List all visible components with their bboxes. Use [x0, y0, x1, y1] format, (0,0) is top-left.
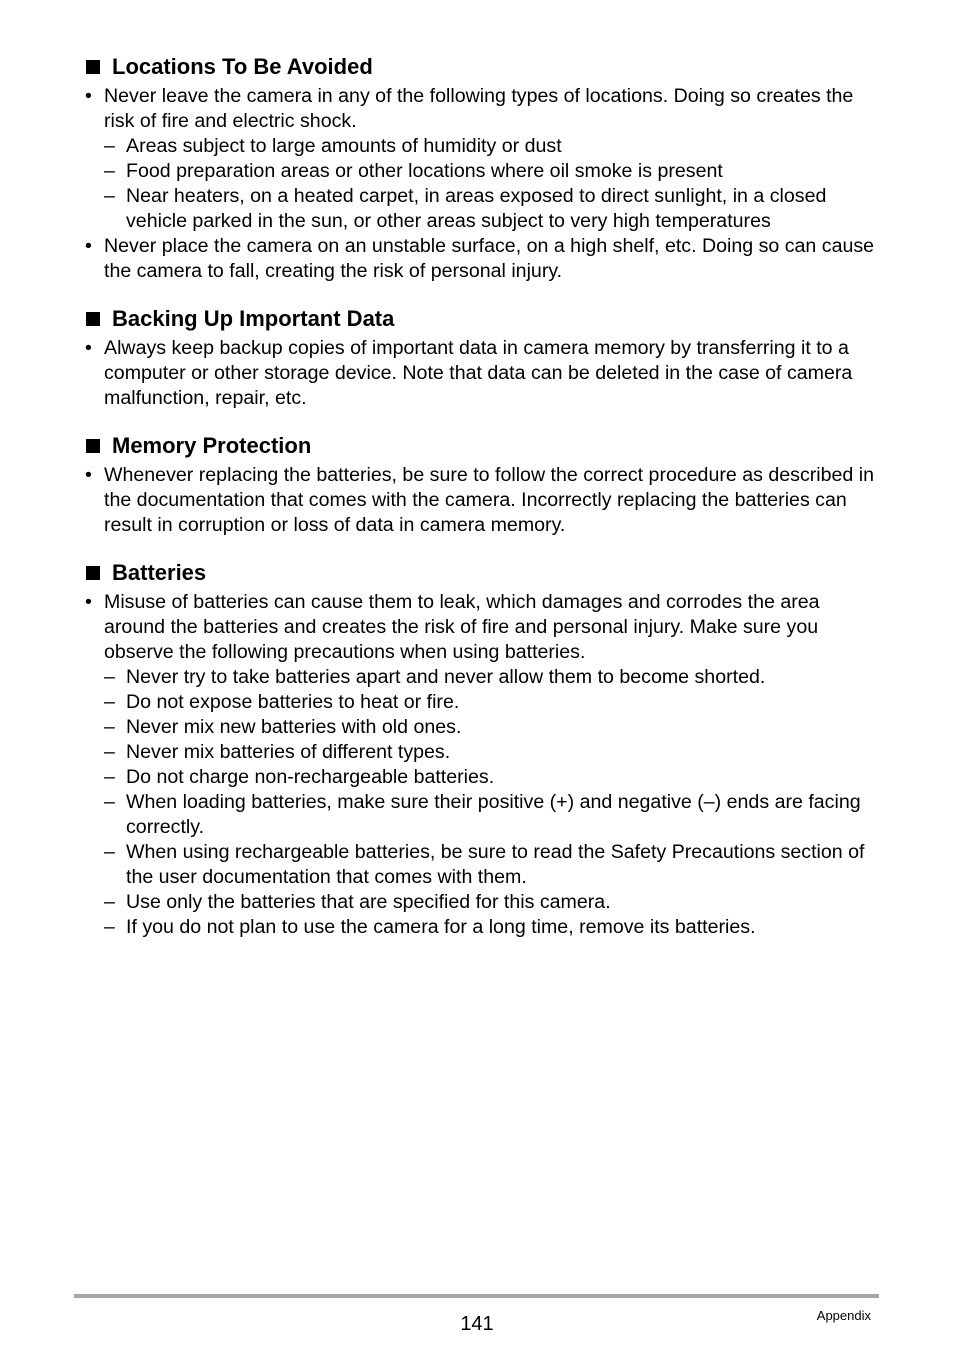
sub-list-item — [104, 915, 884, 940]
bullet-dot-icon: • — [85, 235, 92, 257]
sub-list-item — [104, 184, 884, 234]
page-number: 141 — [460, 1313, 494, 1335]
section-backing-up-important-data — [84, 305, 884, 411]
bullet-dot-icon: • — [85, 85, 92, 107]
sub-list-item — [104, 890, 884, 915]
square-bullet-icon — [86, 439, 100, 453]
square-bullet-icon — [86, 566, 100, 580]
dash-icon: – — [104, 185, 115, 207]
sub-list — [104, 665, 884, 940]
square-bullet-icon — [86, 312, 100, 326]
bullet-text: Misuse of batteries can cause them to leak, which damages and corrodes the area around the batteries and creates the risk of fire and personal injury. Make sure you observe the following precautions when using batteries. — [104, 591, 820, 663]
dash-icon: – — [104, 666, 115, 688]
bullet-text: Never leave the camera in any of the following types of locations. Doing so creates the risk of fire and electric shock. — [104, 85, 854, 132]
sub-item-text: Never mix batteries of different types. — [126, 741, 451, 763]
section-memory-protection — [84, 432, 884, 538]
sub-item-text: Never mix new batteries with old ones. — [126, 716, 462, 738]
section-title: Memory Protection — [112, 433, 312, 458]
dash-icon: – — [104, 160, 115, 182]
list-item — [84, 590, 884, 940]
section-heading — [84, 432, 884, 460]
bullet-dot-icon: • — [85, 591, 92, 613]
section-heading — [84, 305, 884, 333]
section-heading — [84, 53, 884, 81]
footer-section-name: Appendix — [816, 1308, 871, 1323]
document-body — [84, 53, 884, 961]
sub-list-item — [104, 665, 884, 690]
dash-icon: – — [104, 791, 115, 813]
sub-list — [104, 134, 884, 234]
sub-list-item — [104, 159, 884, 184]
section-batteries — [84, 559, 884, 940]
dash-icon: – — [104, 135, 115, 157]
bullet-dot-icon: • — [85, 337, 92, 359]
section-heading — [84, 559, 884, 587]
sub-item-text: Food preparation areas or other locations where oil smoke is present — [126, 160, 723, 182]
sub-item-text: If you do not plan to use the camera for a long time, remove its batteries. — [126, 916, 756, 938]
section-title: Batteries — [112, 560, 207, 585]
bullet-text: Whenever replacing the batteries, be sure to follow the correct procedure as described in the documentation that comes with the camera. Incorrectly replacing the batteries can result in corruption or loss of data in camera memory. — [104, 464, 875, 536]
list-item — [84, 336, 884, 411]
dash-icon: – — [104, 916, 115, 938]
sub-item-text: When loading batteries, make sure their positive (+) and negative (–) ends are facing correctly. — [126, 791, 861, 838]
sub-list-item — [104, 690, 884, 715]
section-title: Backing Up Important Data — [112, 306, 395, 331]
sub-list-item — [104, 840, 884, 890]
dash-icon: – — [104, 841, 115, 863]
sub-item-text: When using rechargeable batteries, be sure to read the Safety Precautions section of the user documentation that comes with them. — [126, 841, 865, 888]
dash-icon: – — [104, 891, 115, 913]
sub-list-item — [104, 740, 884, 765]
bullet-list — [84, 590, 884, 940]
bullet-text: Always keep backup copies of important data in camera memory by transferring it to a computer or other storage device. Note that data can be deleted in the case of camera malfunction, repair, etc. — [104, 337, 853, 409]
section-title: Locations To Be Avoided — [112, 54, 373, 79]
list-item — [84, 234, 884, 284]
footer-divider — [74, 1294, 879, 1298]
dash-icon: – — [104, 691, 115, 713]
dash-icon: – — [104, 766, 115, 788]
sub-item-text: Do not charge non-rechargeable batteries. — [126, 766, 495, 788]
bullet-dot-icon: • — [85, 464, 92, 486]
sub-list-item — [104, 790, 884, 840]
dash-icon: – — [104, 716, 115, 738]
sub-list-item — [104, 765, 884, 790]
sub-item-text: Use only the batteries that are specified for this camera. — [126, 891, 611, 913]
sub-list-item — [104, 715, 884, 740]
list-item — [84, 84, 884, 234]
bullet-list — [84, 463, 884, 538]
sub-list-item — [104, 134, 884, 159]
dash-icon: – — [104, 741, 115, 763]
list-item — [84, 463, 884, 538]
section-locations-to-be-avoided — [84, 53, 884, 284]
sub-item-text: Areas subject to large amounts of humidity or dust — [126, 135, 562, 157]
bullet-text: Never place the camera on an unstable surface, on a high shelf, etc. Doing so can cause the camera to fall, creating the risk of personal injury. — [104, 235, 875, 282]
sub-item-text: Near heaters, on a heated carpet, in areas exposed to direct sunlight, in a closed vehicle parked in the sun, or other areas subject to very high temperatures — [126, 185, 827, 232]
bullet-list — [84, 336, 884, 411]
bullet-list — [84, 84, 884, 284]
square-bullet-icon — [86, 60, 100, 74]
sub-item-text: Never try to take batteries apart and never allow them to become shorted. — [126, 666, 766, 688]
sub-item-text: Do not expose batteries to heat or fire. — [126, 691, 460, 713]
